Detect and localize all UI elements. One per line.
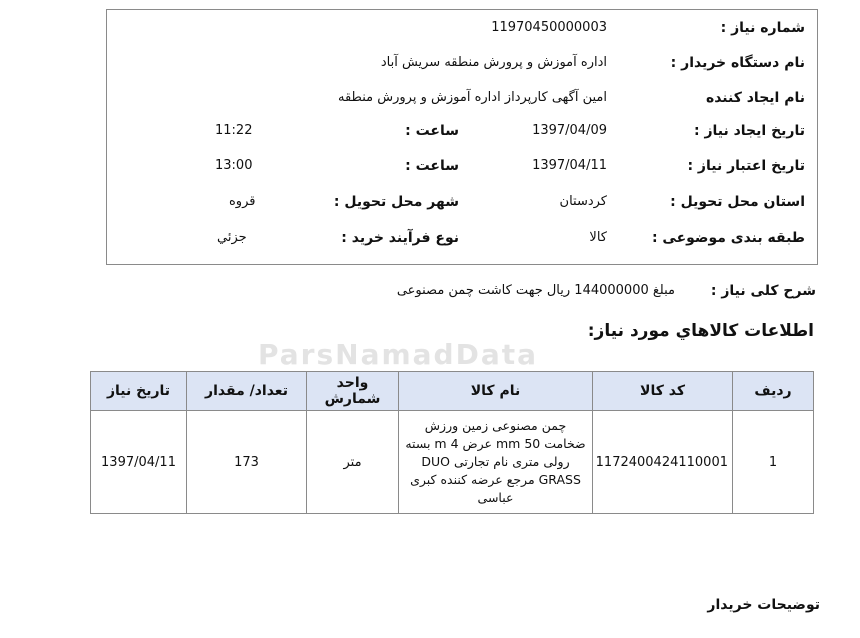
cell-code: 1172400424110001 [593,411,733,514]
valid-time-label: ساعت : [405,158,459,174]
creator-value: امین آگهی کارپرداز اداره آموزش و پرورش منطقه [338,90,607,105]
created-time-label: ساعت : [405,123,459,139]
need-number-label: شماره نیاز : [720,20,805,36]
header-unit: واحد شمارش [307,372,399,411]
valid-date-value: 1397/04/11 [532,158,607,173]
header-row-number: ردیف [733,372,814,411]
buyer-notes-label: توضیحات خریدار [707,597,820,613]
buyer-label: نام دستگاه خریدار : [670,55,805,71]
province-value: کردستان [559,194,607,209]
table-row [91,411,814,514]
header-date: تاریخ نیاز [91,372,187,411]
valid-date-label: تاریخ اعتبار نیاز : [687,158,805,174]
cell-row-number: 1 [733,411,814,514]
created-time-value: 11:22 [215,123,253,138]
category-value: کالا [589,230,607,245]
valid-time-value: 13:00 [215,158,253,173]
header-name: نام کالا [399,372,593,411]
summary-label: شرح کلی نیاز : [710,283,816,299]
cell-date: 1397/04/11 [91,411,187,514]
created-date-label: تاریخ ایجاد نیاز : [693,123,805,139]
header-qty: تعداد/ مقدار [187,372,307,411]
need-info-box [106,9,818,265]
creator-label: نام ایجاد کننده [705,90,805,106]
summary-text: مبلغ 144000000 ریال جهت کاشت چمن مصنوعی [396,283,675,298]
goods-table [90,371,814,514]
created-date-value: 1397/04/09 [532,123,607,138]
cell-name: چمن مصنوعی زمین ورزش ضخامت 50 mm عرض 4 m بسته رولی متری نام تجارتی DUO GRASS مرجع عرضه کننده کبری عباسی [399,411,593,514]
process-value: جزئي [217,230,247,245]
cell-unit: متر [307,411,399,514]
buyer-value: اداره آموزش و پرورش منطقه سریش آباد [380,55,607,70]
cell-qty: 173 [187,411,307,514]
header-code: کد کالا [593,372,733,411]
city-label: شهر محل تحویل : [333,194,459,210]
table-header-row [91,372,814,411]
need-number-value: 11970450000003 [491,20,607,35]
process-label: نوع فرآیند خرید : [341,230,459,246]
province-label: استان محل تحویل : [670,194,805,210]
goods-section-title: اطلاعات کالاهاي مورد نياز: [587,321,814,341]
category-label: طبقه بندی موضوعی : [651,230,805,246]
watermark-text: ParsNamadData [258,338,538,371]
city-value: قروه [229,194,256,209]
